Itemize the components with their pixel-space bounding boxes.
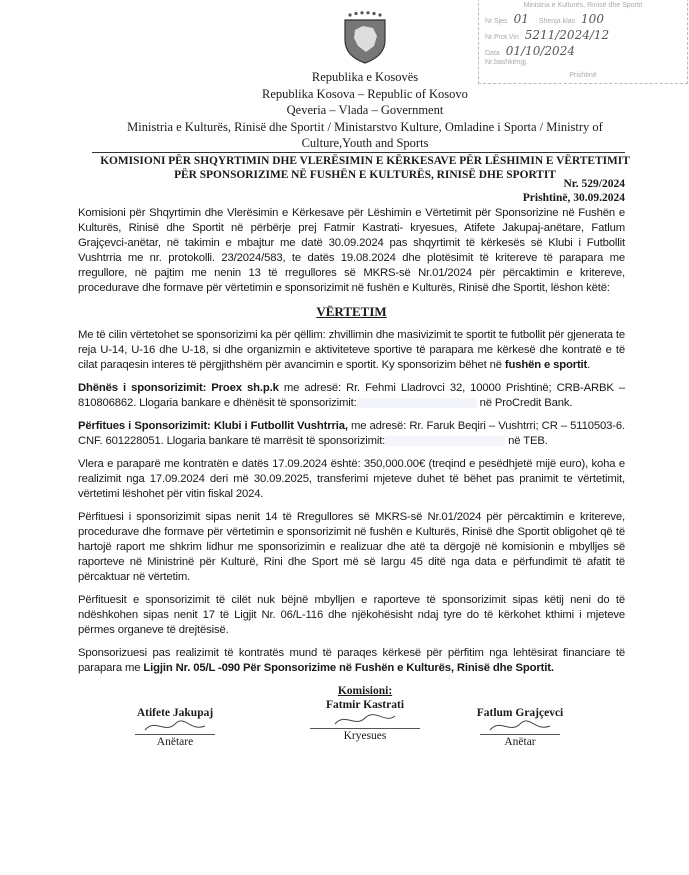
country-name-multilingual: Republika Kosova – Republic of Kosovo <box>262 86 468 101</box>
beneficiary-paragraph <box>78 419 625 449</box>
sponsor-bank: në ProCredit Bank. <box>476 397 573 409</box>
stamp-field-label: Nr.bashkëngj. <box>485 59 528 66</box>
beneficiary-bank: në TEB. <box>505 435 548 447</box>
signature-right <box>455 706 585 749</box>
stamp-field-label: Shenja klas <box>538 18 576 25</box>
signatory-name: Fatmir Kastrati <box>325 699 405 711</box>
document-number: Nr. 529/2024 <box>563 178 625 190</box>
signatures <box>78 684 625 764</box>
stamp-row <box>485 27 681 43</box>
stamp-footer: Prishtinë <box>569 72 597 79</box>
signatory-role: Kryesues <box>310 728 420 743</box>
commission-title-line2: PËR SPONSORIZIME NË FUSHËN E KULTURËS, RINISË DHE SPORTIT <box>174 169 556 181</box>
letterhead <box>60 69 670 152</box>
purpose-paragraph <box>78 328 625 373</box>
signature-left <box>110 706 240 749</box>
sponsor-details: me adresë: Rr. Fehmi Lladrovci 32, 10000 Prishtinë; CRB-ARBK – 810806862. Llogaria bankare e dhënësit të sponsorizimit: <box>78 382 626 409</box>
stamp-handwritten-value: 01 <box>513 12 529 26</box>
stamp-header: Ministria e Kulturës, Rinisë dhe Sportit <box>523 2 643 9</box>
sponsor-label: Dhënës i sponsorizimit: Proex sh.p.k <box>78 382 279 394</box>
header-divider <box>92 152 625 153</box>
stamp-field-label: Nr.Sjes <box>485 18 508 25</box>
document-place-date: Prishtinë, 30.09.2024 <box>522 192 625 204</box>
document-title: VËRTETIM <box>316 304 387 319</box>
tax-benefit-text: Sponsorizuesi pas realizimit të kontratës mund të paraqes kërkesë për përfitim nga lehtësirat financiare të parapara me <box>78 647 625 674</box>
stamp-handwritten-value: 100 <box>581 12 604 26</box>
beneficiary-label: Përfitues i Sponsorizimit: Klubi i Futbollit Vushtrria, <box>78 420 348 432</box>
ministry-name: Ministria e Kulturës, Rinisë dhe Sportit / Ministarstvo Kulture, Omladine i Sporta / Ministry of <box>127 119 603 134</box>
redacted-account <box>385 436 505 446</box>
document-body <box>78 206 625 764</box>
value-paragraph: Vlera e paraparë me kontratën e datës 17.09.2024 është: 350,000.00€ (treqind e pesëdhjetë mijë euro), koha e realizimit nga 17.09.2024 deri më 30.09.2025, transferimi mjeteve duhet të bëhet pas pranimit te vërtetimit, vërtetimi lëshohet për vitin fiskal 2024. <box>78 458 625 500</box>
intro-paragraph: Komisioni për Shqyrtimin dhe Vlerësimin e Kërkesave për Lëshimin e Vërtetimit për Sponsorizine në Fushën e Kulturës, Rinisë dhe Sportit në përbërje prej Fatmir Kastrati- kryesues, Atifete Jakupaj-anëtare, Fatlum Grajçevci-anëtar, në takimin e mbajtur me datë 30.09.2024 pas shqyrtimit të kërkesës së Klubi i Futbollit Vushtrria me nr. protokolli. 23/2024/583, te datës 19.08.2024 dhe plotësimit të kritereve të parapara me rregullore, në pajtim me nenin 13 të rregullores së MKRS-së Nr.01/2024 për përcaktimin e kritereve, procedurave dhe formave për vërtetimin e sponsorizimit në fushën e Kulturës, Rinisë dhe Sportit, lëshon këtë: <box>78 207 625 294</box>
signature-mark <box>455 720 585 734</box>
beneficiary-details: me adresë: Rr. Faruk Beqiri – Vushtrri; CR – 5110503-6. CNF. 601228051. Llogaria bankare të marrësit të sponsorizimit: <box>78 420 625 447</box>
stamp-row <box>485 43 681 59</box>
signatory-role: Anëtare <box>135 734 215 749</box>
redacted-account <box>357 398 477 408</box>
ministry-name-cont: Culture,Youth and Sports <box>301 136 429 150</box>
stamp-handwritten-value: 01/10/2024 <box>505 44 575 58</box>
signature-center <box>280 684 450 743</box>
reporting-obligation-paragraph: Përfituesi i sponsorizimit sipas nenit 14 të Rregullores së MKRS-së Nr.01/2024 për përcaktimin e kritereve, procedurave dhe formave për vërtetimin e sponsorizimit në fushën e Kulturës, Rinisë dhe Sportit obligohet që të hartojë raport me shkrim lidhur me sponsorizimin e realizuar dhe atë ta dërgojë në komisionin e mbylljes së raporteve në Ministrinë për Kulturë, Rini dhe Sport më së largu 45 ditë nga data e përfundimit të afatit të përcaktuar në vërtetim. <box>78 511 625 583</box>
purpose-end: . <box>587 359 591 371</box>
tax-benefit-paragraph <box>78 646 625 676</box>
signature-mark <box>280 712 450 728</box>
signature-mark <box>110 720 240 734</box>
stamp-handwritten-value: 5211/2024/12 <box>524 28 610 42</box>
stamp-field-label: Data <box>485 50 500 57</box>
commission-title-line1: KOMISIONI PËR SHQYRTIMIN DHE VLERËSIMIN E KËRKESAVE PËR LËSHIMIN E VËRTETIMIT <box>100 155 630 167</box>
commission-label: Komisioni: <box>337 685 393 697</box>
government-name: Qeveria – Vlada – Government <box>286 103 444 117</box>
country-name: Republika e Kosovës <box>311 70 419 84</box>
penalty-paragraph: Përfituesit e sponsorizimit të cilët nuk bëjnë mbylljen e raporteve të sponsorizimit sipas këtij neni do të ndëshkohen sipas nenit 17 të Ligjit Nr. 06/L-116 dhe njëkohësisht ndaj tyre do të kërkohet kthimi i mjeteve përmes organeve të drejtësisë. <box>78 594 625 636</box>
law-reference: Ligjin Nr. 05/L -090 Për Sponsorizime në Fushën e Kulturës, Rinisë dhe Sportit. <box>143 662 554 674</box>
kosovo-emblem-icon <box>341 10 389 64</box>
signatory-name: Fatlum Grajçevci <box>476 707 564 719</box>
document-ref <box>523 177 625 205</box>
purpose-field: fushën e sportit <box>504 359 588 371</box>
signatory-name: Atifete Jakupaj <box>136 707 214 719</box>
stamp-field-label: Nr.Prot.Vin <box>485 34 519 41</box>
sponsor-paragraph <box>78 381 625 411</box>
signatory-role: Anëtar <box>480 734 560 749</box>
purpose-text: Me të cilin vërtetohet se sponsorizimi ka për qëllim: zhvillimin dhe masivizimit te sportit te futbollit për gjenerata te reja U-14, U-16 dhe U-18, si dhe organizmin e aktiviteteve sportive të parapara me kërkesë dhe kontratë e të cilat paraqesin interes të përgjithshëm për avancimin e sportit. Ky sponsorizim bëhet në <box>78 329 625 371</box>
stamp-row <box>485 11 681 27</box>
